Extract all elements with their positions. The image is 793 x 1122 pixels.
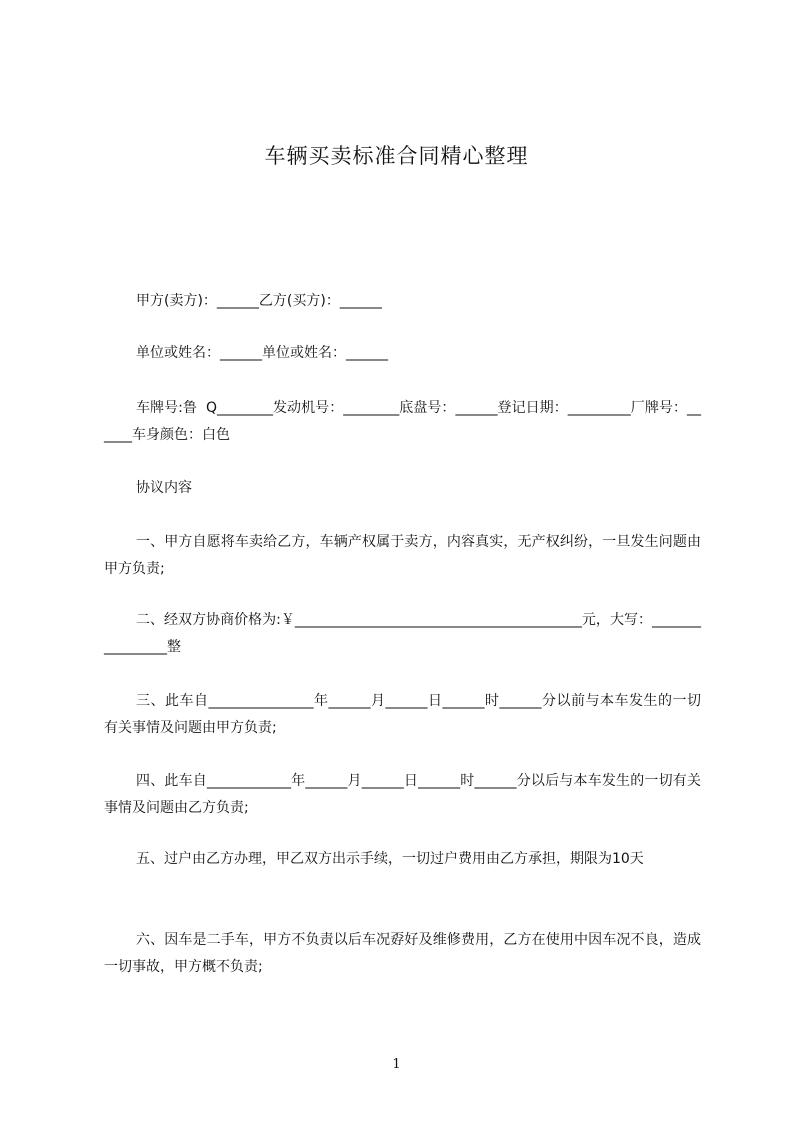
party-units-line: 单位或姓名：______单位或姓名：______ bbox=[136, 345, 388, 361]
agreement-heading: 协议内容 bbox=[136, 480, 192, 496]
clause-3: 三、此车自_______________年______月______日______时______分以前与本车发生的一切有关事情及问题由甲方负责; bbox=[104, 693, 701, 736]
clause-4: 四、此车自____________年______月______日______时______分以后与本车发生的一切有关事情及问题由乙方负责; bbox=[104, 773, 701, 816]
party-names-line: 甲方(卖方)：______乙方(买方)：______ bbox=[136, 293, 382, 309]
clause-6: 六、因车是二手车，甲方不负责以后车况孬好及维修费用，乙方在使用中因车况不良，造成一切事故，甲方概不负责; bbox=[104, 932, 701, 975]
document-title: 车辆买卖标准合同精心整理 bbox=[264, 144, 529, 168]
vehicle-info-paragraph: 车牌号:鲁 Q________发动机号：________底盘号：______登记日期：_________厂牌号：______车身颜色：白色 bbox=[104, 400, 701, 443]
clause-5: 五、过户由乙方办理，甲乙双方出示手续，一切过户费用由乙方承担，期限为10天 bbox=[136, 851, 644, 867]
clause-2: 二、经双方协商价格为:￥_________________________________________元，大写：________________整 bbox=[104, 612, 701, 655]
clause-1: 一、甲方自愿将车卖给乙方，车辆产权属于卖方，内容真实，无产权纠纷，一旦发生问题由甲方负责; bbox=[104, 534, 701, 577]
page-number: 1 bbox=[392, 1057, 401, 1072]
